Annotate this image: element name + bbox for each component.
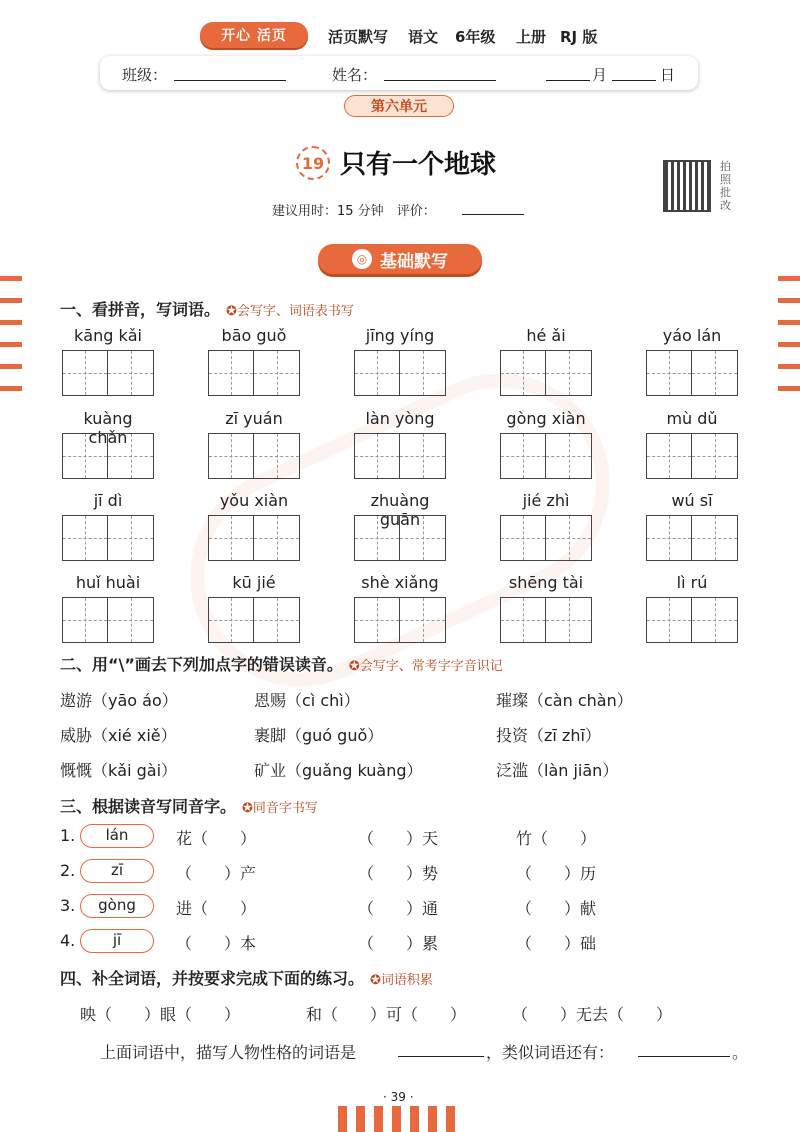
homophone-blank[interactable]: （ ）累	[358, 934, 439, 953]
pinyin-label: kuàng chǎn	[83, 409, 133, 447]
item-number: 4.	[60, 931, 76, 950]
pinyin-oval: gòng	[80, 894, 154, 918]
writing-grid[interactable]	[354, 515, 446, 561]
pinyin-label: wú sī	[671, 491, 713, 510]
homophone-blank[interactable]: （ ）历	[516, 864, 597, 883]
pronunciation-item[interactable]: 裹脚（guó guǒ）	[254, 726, 384, 745]
day-blank[interactable]	[612, 80, 656, 81]
pinyin-label: jī dì	[93, 491, 123, 510]
day-label: 日	[660, 66, 676, 84]
page-number: · 39 ·	[383, 1090, 414, 1104]
homophone-blank[interactable]: （ ）通	[358, 899, 439, 918]
pronunciation-item[interactable]: 投资（zī zhī）	[496, 726, 601, 745]
writing-grid[interactable]	[500, 433, 592, 479]
pronunciation-item[interactable]: 泛滥（làn jiān）	[496, 761, 619, 780]
brand-logo: 开心 活页	[200, 22, 308, 48]
term-label: 上册	[516, 28, 547, 46]
word-fill-2[interactable]: 和（ ）可（ ）	[306, 1005, 467, 1024]
writing-grid[interactable]	[354, 350, 446, 396]
writing-grid[interactable]	[208, 515, 300, 561]
pronunciation-item[interactable]: 矿业（guǎng kuàng）	[254, 761, 423, 780]
suggested-time: 建议用时：15 分钟 评价：	[272, 204, 436, 219]
pinyin-label: kū jié	[232, 573, 276, 592]
writing-grid[interactable]	[646, 433, 738, 479]
class-blank[interactable]	[174, 80, 286, 81]
answer-blank-1[interactable]	[398, 1056, 484, 1057]
lesson-title: 只有一个地球	[340, 150, 497, 180]
name-label: 姓名：	[332, 66, 378, 84]
pinyin-label: huǐ huài	[75, 573, 141, 592]
pronunciation-item[interactable]: 恩赐（cì chì）	[254, 691, 360, 710]
homophone-blank[interactable]: 进（ ）	[176, 899, 257, 918]
pinyin-label: bāo guǒ	[221, 326, 287, 345]
magnifier-icon: ◎	[352, 249, 372, 269]
grade-label: 6年级	[455, 28, 496, 46]
writing-grid[interactable]	[500, 597, 592, 643]
pinyin-label: yǒu xiàn	[219, 491, 289, 510]
lesson-number: 19	[296, 146, 330, 180]
homophone-blank[interactable]: （ ）产	[176, 864, 257, 883]
pronunciation-item[interactable]: 慨慨（kǎi gài）	[60, 761, 178, 780]
month-label: 月	[592, 66, 608, 84]
writing-grid[interactable]	[500, 515, 592, 561]
word-fill-3[interactable]: （ ）无去（ ）	[512, 1005, 673, 1024]
writing-grid[interactable]	[62, 597, 154, 643]
pinyin-label: shè xiǎng	[361, 573, 439, 592]
pinyin-label: lì rú	[676, 573, 708, 592]
pronunciation-item[interactable]: 璀璨（càn chàn）	[496, 691, 633, 710]
unit-badge: 第六单元	[344, 95, 454, 117]
homophone-blank[interactable]: （ ）本	[176, 934, 257, 953]
writing-grid[interactable]	[646, 515, 738, 561]
pinyin-label: zī yuán	[225, 409, 283, 428]
homophone-blank[interactable]: 花（ ）	[176, 829, 257, 848]
month-blank[interactable]	[546, 80, 590, 81]
pinyin-oval: lán	[80, 824, 154, 848]
class-label: 班级：	[122, 66, 168, 84]
question-text-2: ，类似词语还有：	[486, 1043, 615, 1062]
name-blank[interactable]	[384, 80, 496, 81]
question-end: 。	[732, 1043, 749, 1062]
pinyin-label: làn yòng	[365, 409, 435, 428]
writing-grid[interactable]	[646, 597, 738, 643]
section-3-title: 三、根据读音写同音字。 ✪同音字书写	[60, 797, 318, 816]
writing-grid[interactable]	[208, 597, 300, 643]
item-number: 1.	[60, 826, 76, 845]
section-1-title: 一、看拼音，写词语。 ✪会写字、词语表书写	[60, 300, 354, 319]
pinyin-label: shēng tài	[508, 573, 584, 592]
writing-grid[interactable]	[354, 433, 446, 479]
writing-grid[interactable]	[208, 350, 300, 396]
item-number: 2.	[60, 861, 76, 880]
pinyin-label: jīng yíng	[365, 326, 435, 345]
pinyin-label: hé ǎi	[526, 326, 566, 345]
answer-blank-2[interactable]	[638, 1056, 730, 1057]
pinyin-oval: zī	[80, 859, 154, 883]
scan-correct-label: 拍照批改	[720, 160, 731, 212]
homophone-blank[interactable]: （ ）势	[358, 864, 439, 883]
word-fill-1[interactable]: 映（ ）眼（ ）	[80, 1005, 241, 1024]
pinyin-label: mù dǔ	[666, 409, 718, 428]
qr-code-icon[interactable]	[663, 160, 711, 212]
section-4-title: 四、补全词语，并按要求完成下面的练习。 ✪词语积累	[60, 969, 433, 988]
pronunciation-item[interactable]: 威胁（xié xiě）	[60, 726, 177, 745]
writing-grid[interactable]	[354, 597, 446, 643]
homophone-blank[interactable]: （ ）献	[516, 899, 597, 918]
student-info-bar	[100, 56, 698, 90]
pinyin-oval: jī	[80, 929, 154, 953]
writing-grid[interactable]	[646, 350, 738, 396]
pinyin-label: zhuàng guān	[370, 491, 430, 529]
homophone-blank[interactable]: 竹（ ）	[516, 829, 597, 848]
section-banner: ◎ 基础默写	[318, 244, 482, 274]
subject-label: 语文	[408, 28, 439, 46]
writing-grid[interactable]	[62, 433, 154, 479]
section-2-title: 二、用“\”画去下列加点字的错误读音。 ✪会写字、常考字字音识记	[60, 655, 503, 674]
item-number: 3.	[60, 896, 76, 915]
question-text-1: 上面词语中，描写人物性格的词语是	[100, 1043, 357, 1062]
pinyin-label: kāng kǎi	[74, 326, 142, 345]
homophone-blank[interactable]: （ ）础	[516, 934, 597, 953]
writing-grid[interactable]	[208, 433, 300, 479]
pinyin-label: gòng xiàn	[506, 409, 586, 428]
writing-grid[interactable]	[62, 350, 154, 396]
writing-grid[interactable]	[500, 350, 592, 396]
series-label: 活页默写	[328, 28, 389, 46]
writing-grid[interactable]	[62, 515, 154, 561]
pinyin-label: yáo lán	[662, 326, 722, 345]
pinyin-label: jié zhì	[522, 491, 570, 510]
pronunciation-item[interactable]: 遨游（yāo áo）	[60, 691, 178, 710]
evaluation-blank[interactable]	[462, 214, 524, 215]
homophone-blank[interactable]: （ ）天	[358, 829, 439, 848]
edition-label: RJ 版	[560, 28, 598, 46]
